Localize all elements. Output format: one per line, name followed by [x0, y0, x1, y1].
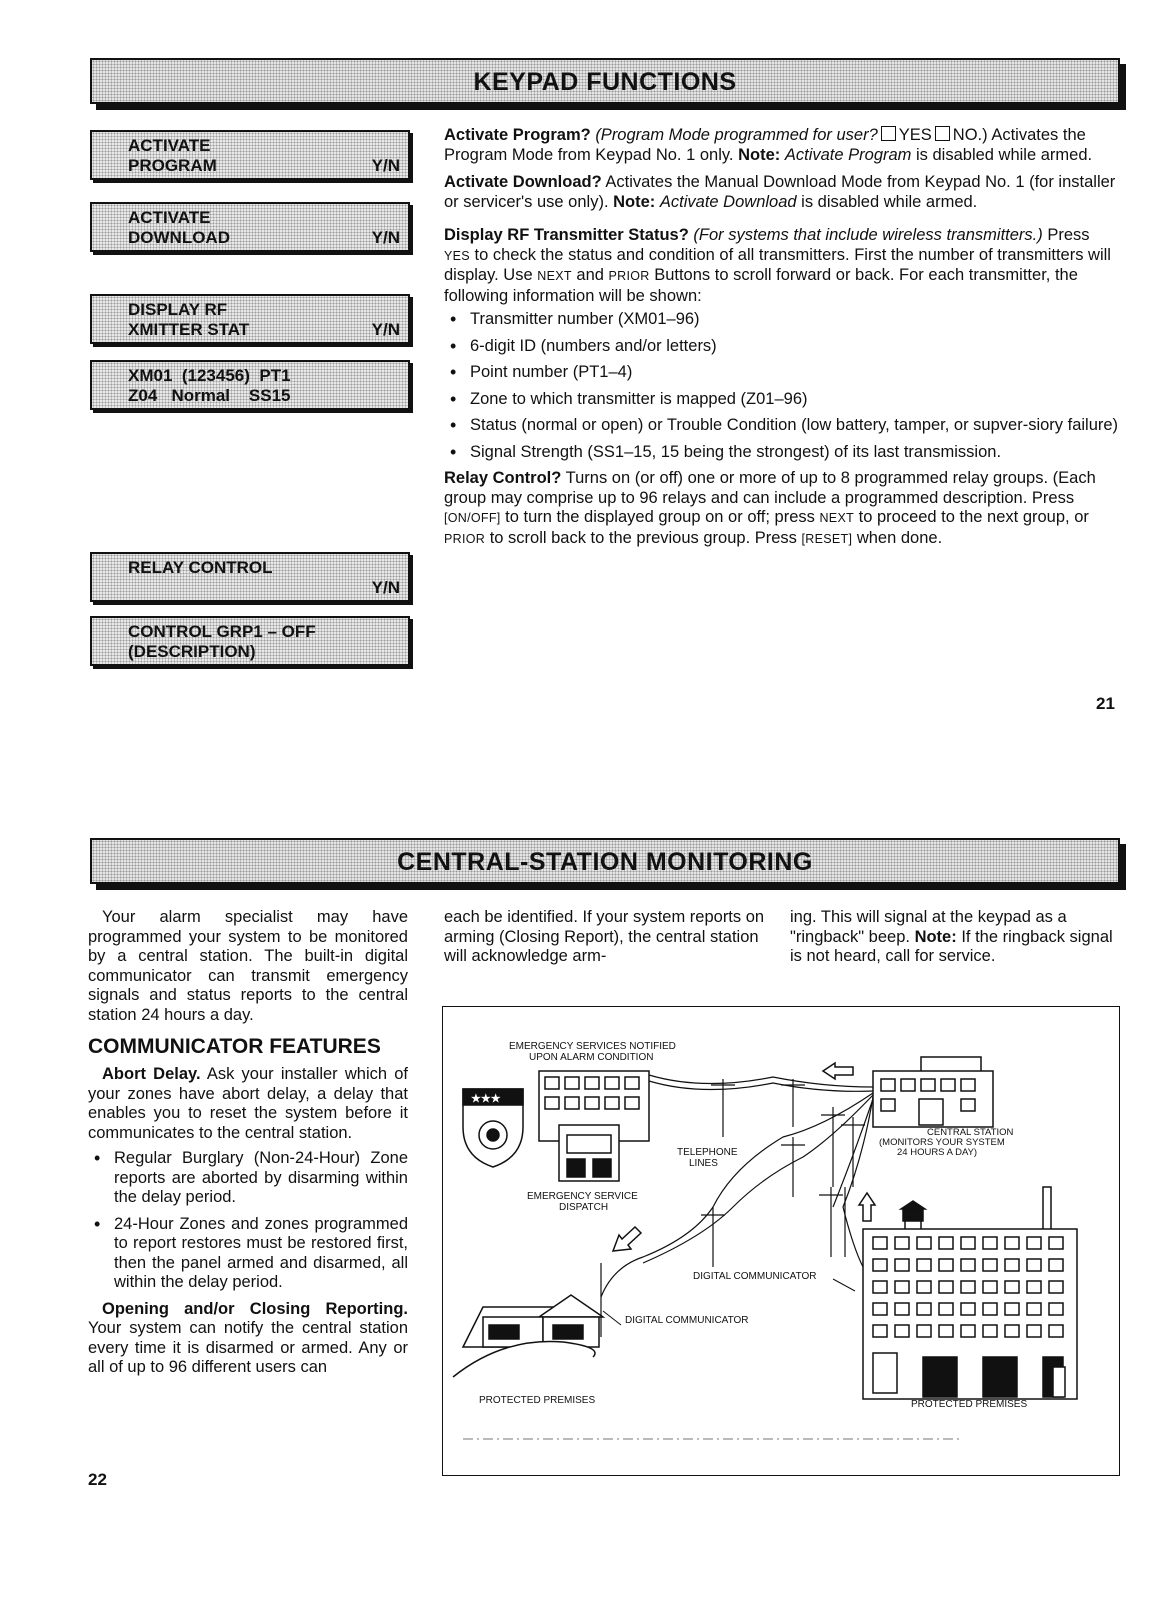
abort-delay-paragraph — [88, 1065, 408, 1143]
note-rest: is disabled while armed. — [916, 145, 1093, 164]
abort-list — [88, 1149, 408, 1293]
label-central-1: CENTRAL STATION — [927, 1127, 1014, 1138]
lcd-relay-control — [90, 552, 410, 602]
col3-note: Note: — [914, 927, 957, 946]
relay-body-1: Turns on (or off) one or more of up to 8 programmed relay groups. (Each group may comprise up to 96 relays and can include a programmed description. Press — [444, 469, 1096, 507]
water-tower-icon — [901, 1201, 925, 1229]
col2-text: each be identified. If your system reports on arming (Closing Report), the central station will acknowledge arm- — [444, 908, 765, 965]
col3-pre: ing. This will signal at the keypad as a "ringback" beep. — [790, 908, 1067, 946]
col3-paragraph — [790, 908, 1120, 967]
page-number-22: 22 — [88, 1470, 107, 1489]
list-item: • Point number (PT1–4) — [444, 363, 1120, 383]
list-item: • Zone to which transmitter is mapped (Z01–96) — [444, 390, 1120, 410]
checkbox-square-icon — [935, 126, 950, 141]
keypad-text-column — [444, 126, 1120, 557]
yes-key: YES — [444, 248, 470, 263]
transmitter-info-list — [444, 310, 1120, 462]
reset-key: [RESET] — [801, 531, 853, 546]
checkbox-square-icon — [881, 126, 896, 141]
relay-body-3: to proceed to the next group, or — [858, 508, 1089, 526]
note-italic: Activate Program — [784, 145, 912, 164]
note-rest: is disabled while armed. — [801, 192, 978, 211]
lcd-line-2: Z04 Normal SS15 — [128, 386, 291, 405]
col3-post: If the ringback signal is not heard, call for service. — [790, 927, 1113, 965]
central-station-building-icon — [873, 1057, 993, 1127]
activate-program-body: Activates the Program Mode from Keypad No. 1 only. — [444, 126, 1086, 164]
label-emergency-notified-1: EMERGENCY SERVICES NOTIFIED — [509, 1041, 676, 1052]
yes-label: YES — [898, 126, 932, 144]
communicator-features-heading: COMMUNICATOR FEATURES — [88, 1035, 381, 1058]
relay-body-2: to turn the displayed group on or off; press — [505, 508, 815, 526]
monitoring-column-3 — [790, 908, 1120, 975]
activate-download-title: Activate Download? — [444, 173, 602, 191]
relay-body-5: when done. — [856, 528, 943, 547]
lcd-line-1: CONTROL GRP1 – OFF — [128, 622, 316, 641]
arrow-up-icon — [859, 1193, 875, 1221]
next-key: NEXT — [819, 511, 855, 525]
arrow-down-left-icon — [613, 1227, 641, 1251]
lcd-yn: Y/N — [371, 320, 400, 339]
lcd-yn: Y/N — [371, 578, 400, 597]
page-number-21: 21 — [1096, 694, 1115, 713]
banner-title: CENTRAL-STATION MONITORING — [397, 848, 813, 876]
label-digital-communicator-left: DIGITAL COMMUNICATOR — [625, 1315, 749, 1326]
label-dispatch-2: DISPATCH — [559, 1202, 609, 1213]
label-emergency-notified-2: UPON ALARM CONDITION — [529, 1052, 654, 1063]
display-rf-body-1: to check the status and condition of all transmitters. First the number of transmitters will display. Use — [444, 245, 1111, 284]
lcd-xmitter-example — [90, 360, 410, 410]
intro-paragraph: Your alarm specialist may have programmed your system to be monitored by a central station. The built-in digital communicator can transmit emergency signals and status reports to the central station 24 hours a day. — [88, 908, 408, 1024]
note-italic: Activate Download — [659, 192, 797, 211]
relay-body-4: to scroll back to the previous group. Press — [489, 528, 797, 547]
display-rf-paragraph — [444, 226, 1120, 306]
opening-closing-paragraph — [88, 1300, 408, 1378]
label-central-2: (MONITORS YOUR SYSTEM — [879, 1137, 1005, 1148]
abort-title: Abort Delay. — [102, 1065, 201, 1083]
label-dispatch-1: EMERGENCY SERVICE — [527, 1191, 638, 1202]
keypad-functions-banner — [90, 58, 1120, 104]
no-label: NO.) — [952, 126, 988, 144]
lcd-line-2: DOWNLOAD — [128, 228, 230, 247]
activate-program-italic: (Program Mode programmed for user? — [595, 126, 878, 144]
activate-download-body: Activates the Manual Download Mode from Keypad No. 1 (for installer or servicer's use only). — [444, 173, 1116, 211]
lcd-line-1: XM01 (123456) PT1 — [128, 366, 291, 385]
fire-truck-icon — [559, 1125, 619, 1181]
opening-body: Your system can notify the central station every time it is disarmed or armed. Any or all of up to 96 different users can — [88, 1319, 408, 1376]
shield-stars: ★★★ — [471, 1093, 501, 1105]
lcd-activate-program — [90, 130, 410, 180]
monitoring-column-2 — [444, 908, 774, 975]
press-word: Press — [1047, 226, 1090, 244]
lcd-control-group — [90, 616, 410, 666]
protected-building-icon — [863, 1187, 1077, 1399]
lcd-line-1: ACTIVATE — [128, 136, 211, 155]
label-premises-left: PROTECTED PREMISES — [479, 1395, 596, 1406]
list-item: • Regular Burglary (Non-24-Hour) Zone reports are aborted by disarming within the delay period. — [88, 1149, 408, 1208]
monitoring-diagram-svg — [443, 1007, 1119, 1475]
note-label: Note: — [613, 192, 656, 211]
lcd-line-2: PROGRAM — [128, 156, 217, 175]
display-rf-body-2: Buttons to scroll forward or back. For each transmitter, the following information will be shown: — [444, 266, 1078, 305]
lcd-yn: Y/N — [371, 228, 400, 247]
protected-house-icon — [453, 1295, 603, 1377]
prior-key: PRIOR — [608, 269, 650, 283]
and-word: and — [576, 266, 604, 284]
list-item: • Status (normal or open) or Trouble Condition (low battery, tamper, or supver-siory failure) — [444, 416, 1120, 436]
list-item: • 6-digit ID (numbers and/or letters) — [444, 337, 1120, 357]
label-telephone-1: TELEPHONE — [677, 1147, 738, 1158]
lcd-activate-download — [90, 202, 410, 252]
label-telephone-2: LINES — [689, 1158, 718, 1169]
list-item: • Signal Strength (SS1–15, 15 being the strongest) of its last transmission. — [444, 443, 1120, 463]
lcd-line-1: RELAY CONTROL — [128, 558, 273, 577]
arrow-left-icon — [823, 1063, 853, 1079]
lcd-line-1: DISPLAY RF — [128, 300, 228, 319]
lcd-line-2: (DESCRIPTION) — [128, 642, 256, 661]
prior-key: PRIOR — [444, 531, 486, 546]
next-key: NEXT — [537, 269, 572, 283]
banner-title: KEYPAD FUNCTIONS — [473, 68, 737, 96]
lcd-display-rf — [90, 294, 410, 344]
label-central-3: 24 HOURS A DAY) — [897, 1147, 978, 1158]
opening-title: Opening and/or Closing Reporting. — [102, 1299, 408, 1318]
lcd-line-2: XMITTER STAT — [128, 320, 250, 339]
lcd-yn: Y/N — [371, 156, 400, 175]
monitoring-column-1 — [88, 908, 408, 1386]
abort-body: Ask your installer which of your zones have abort delay, a delay that enables you to reset the system before it communicates to the central station. — [88, 1065, 408, 1142]
list-item: • 24-Hour Zones and zones programmed to report restores must be restored first, then the panel armed and disarmed, all within the delay period. — [88, 1215, 408, 1293]
relay-control-title: Relay Control? — [444, 469, 562, 487]
label-digital-communicator-right: DIGITAL COMMUNICATOR — [693, 1271, 817, 1282]
activate-download-paragraph — [444, 173, 1120, 212]
label-premises-right: PROTECTED PREMISES — [911, 1399, 1028, 1410]
lcd-line-1: ACTIVATE — [128, 208, 211, 227]
note-label: Note: — [738, 145, 781, 164]
list-item: • Transmitter number (XM01–96) — [444, 310, 1120, 330]
onoff-key: [ON/OFF] — [444, 511, 501, 525]
relay-control-paragraph — [444, 469, 1120, 549]
display-rf-title: Display RF Transmitter Status? — [444, 226, 689, 244]
display-rf-italic: (For systems that include wireless transmitters.) — [693, 226, 1043, 244]
monitoring-diagram — [442, 1006, 1120, 1476]
activate-program-title: Activate Program? — [444, 126, 591, 144]
central-station-banner — [90, 838, 1120, 884]
activate-program-paragraph — [444, 126, 1120, 165]
